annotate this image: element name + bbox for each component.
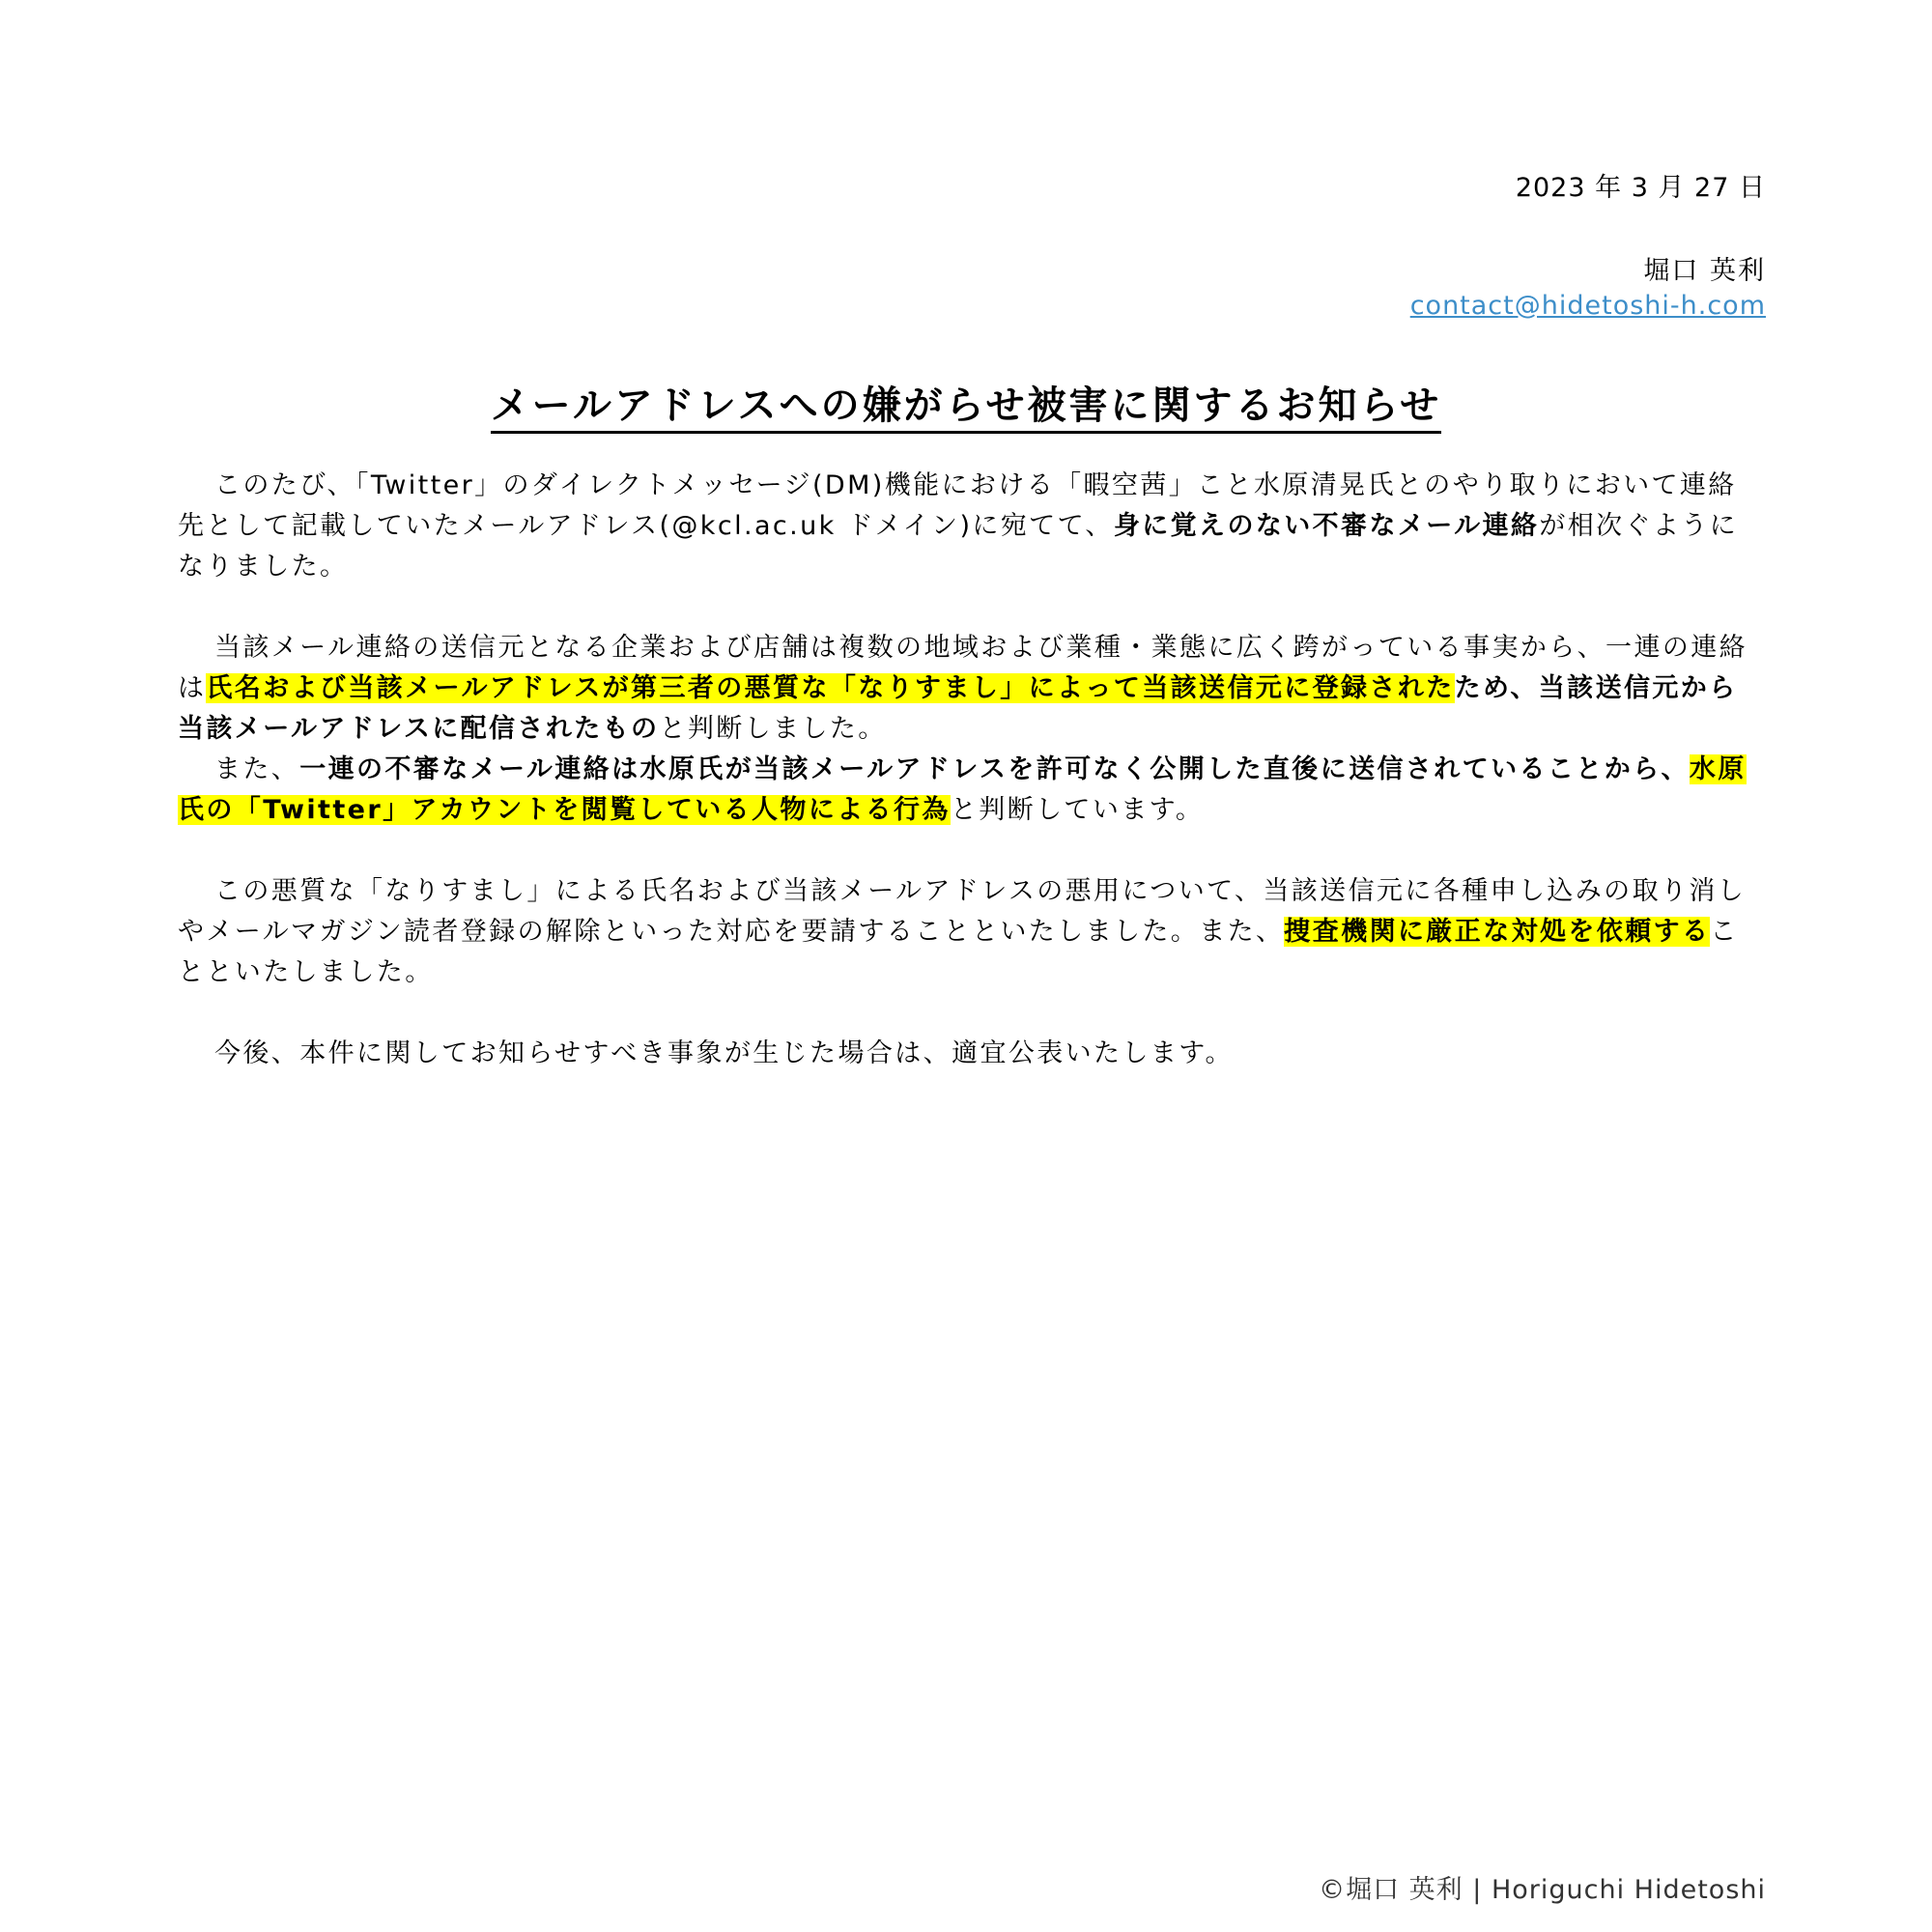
paragraph-3-text-end: と判断しています。 xyxy=(950,795,1205,825)
paragraph-3-bold: 一連の不審なメール連絡は水原氏が当該メールアドレスを許可なく公開した直後に送信されていることから、 xyxy=(299,754,1690,784)
document-date: 2023 年 3 月 27 日 xyxy=(1515,173,1766,203)
paragraph-3 xyxy=(178,750,1762,831)
document-body xyxy=(178,466,1762,1074)
paragraph-4 xyxy=(178,871,1762,993)
copyright-footer: ©堀口 英利 | Horiguchi Hidetoshi xyxy=(1319,1875,1766,1905)
paragraph-4-text: この悪質な「なりすまし」による氏名および当該メールアドレスの悪用について、当該送信元に各種申し込みの取り消しやメールマガジン読者登録の解除といった対応を要請することといたしました。 xyxy=(178,876,1747,947)
paragraph-1-bold: 身に覚えのない不審なメール連絡 xyxy=(1113,511,1540,541)
paragraph-2-bold: ため、当該送信元から当該メールアドレスに配信されたもの xyxy=(178,673,1738,744)
paragraph-4-text-2: また、 xyxy=(1199,917,1285,947)
paragraph-1-text: このたび、「Twitter」のダイレクトメッセージ(DM)機能における「暇空茜」こと水原清晃氏とのやり取りにおいて連絡先として記載していたメールアドレス(@kcl.ac.uk ドメイン)に宛てて、 xyxy=(178,470,1737,541)
document-title-text: メールアドレスへの嫌がらせ被害に関するお知らせ xyxy=(491,384,1442,434)
paragraph-3-text: また、 xyxy=(214,754,300,784)
contact-email-link[interactable]: contact@hidetoshi-h.com xyxy=(1409,291,1766,321)
paragraph-4-highlight: 捜査機関に厳正な対処を依頼する xyxy=(1284,917,1711,947)
author-name: 堀口 英利 xyxy=(1643,256,1766,286)
paragraph-2-text-end: と判断しました。 xyxy=(659,714,887,744)
paragraph-3-highlight: 水原氏の「Twitter」アカウントを閲覧している人物による行為 xyxy=(178,754,1747,825)
paragraph-5 xyxy=(178,1034,1762,1074)
document-title xyxy=(0,375,1932,430)
paragraph-2 xyxy=(178,628,1762,750)
paragraph-2-highlight: 氏名および当該メールアドレスが第三者の悪質な「なりすまし」によって当該送信元に登録された xyxy=(206,673,1455,703)
paragraph-5-text: 今後、本件に関してお知らせすべき事象が生じた場合は、適宜公表いたします。 xyxy=(214,1038,1234,1068)
paragraph-1-text-end: が相次ぐようになりました。 xyxy=(178,511,1739,582)
paragraph-1 xyxy=(178,466,1762,587)
paragraph-4-text-end: ことといたしました。 xyxy=(178,917,1739,987)
paragraph-2-text: 当該メール連絡の送信元となる企業および店舗は複数の地域および業種・業態に広く跨がっている事実から、一連の連絡は xyxy=(178,633,1748,703)
